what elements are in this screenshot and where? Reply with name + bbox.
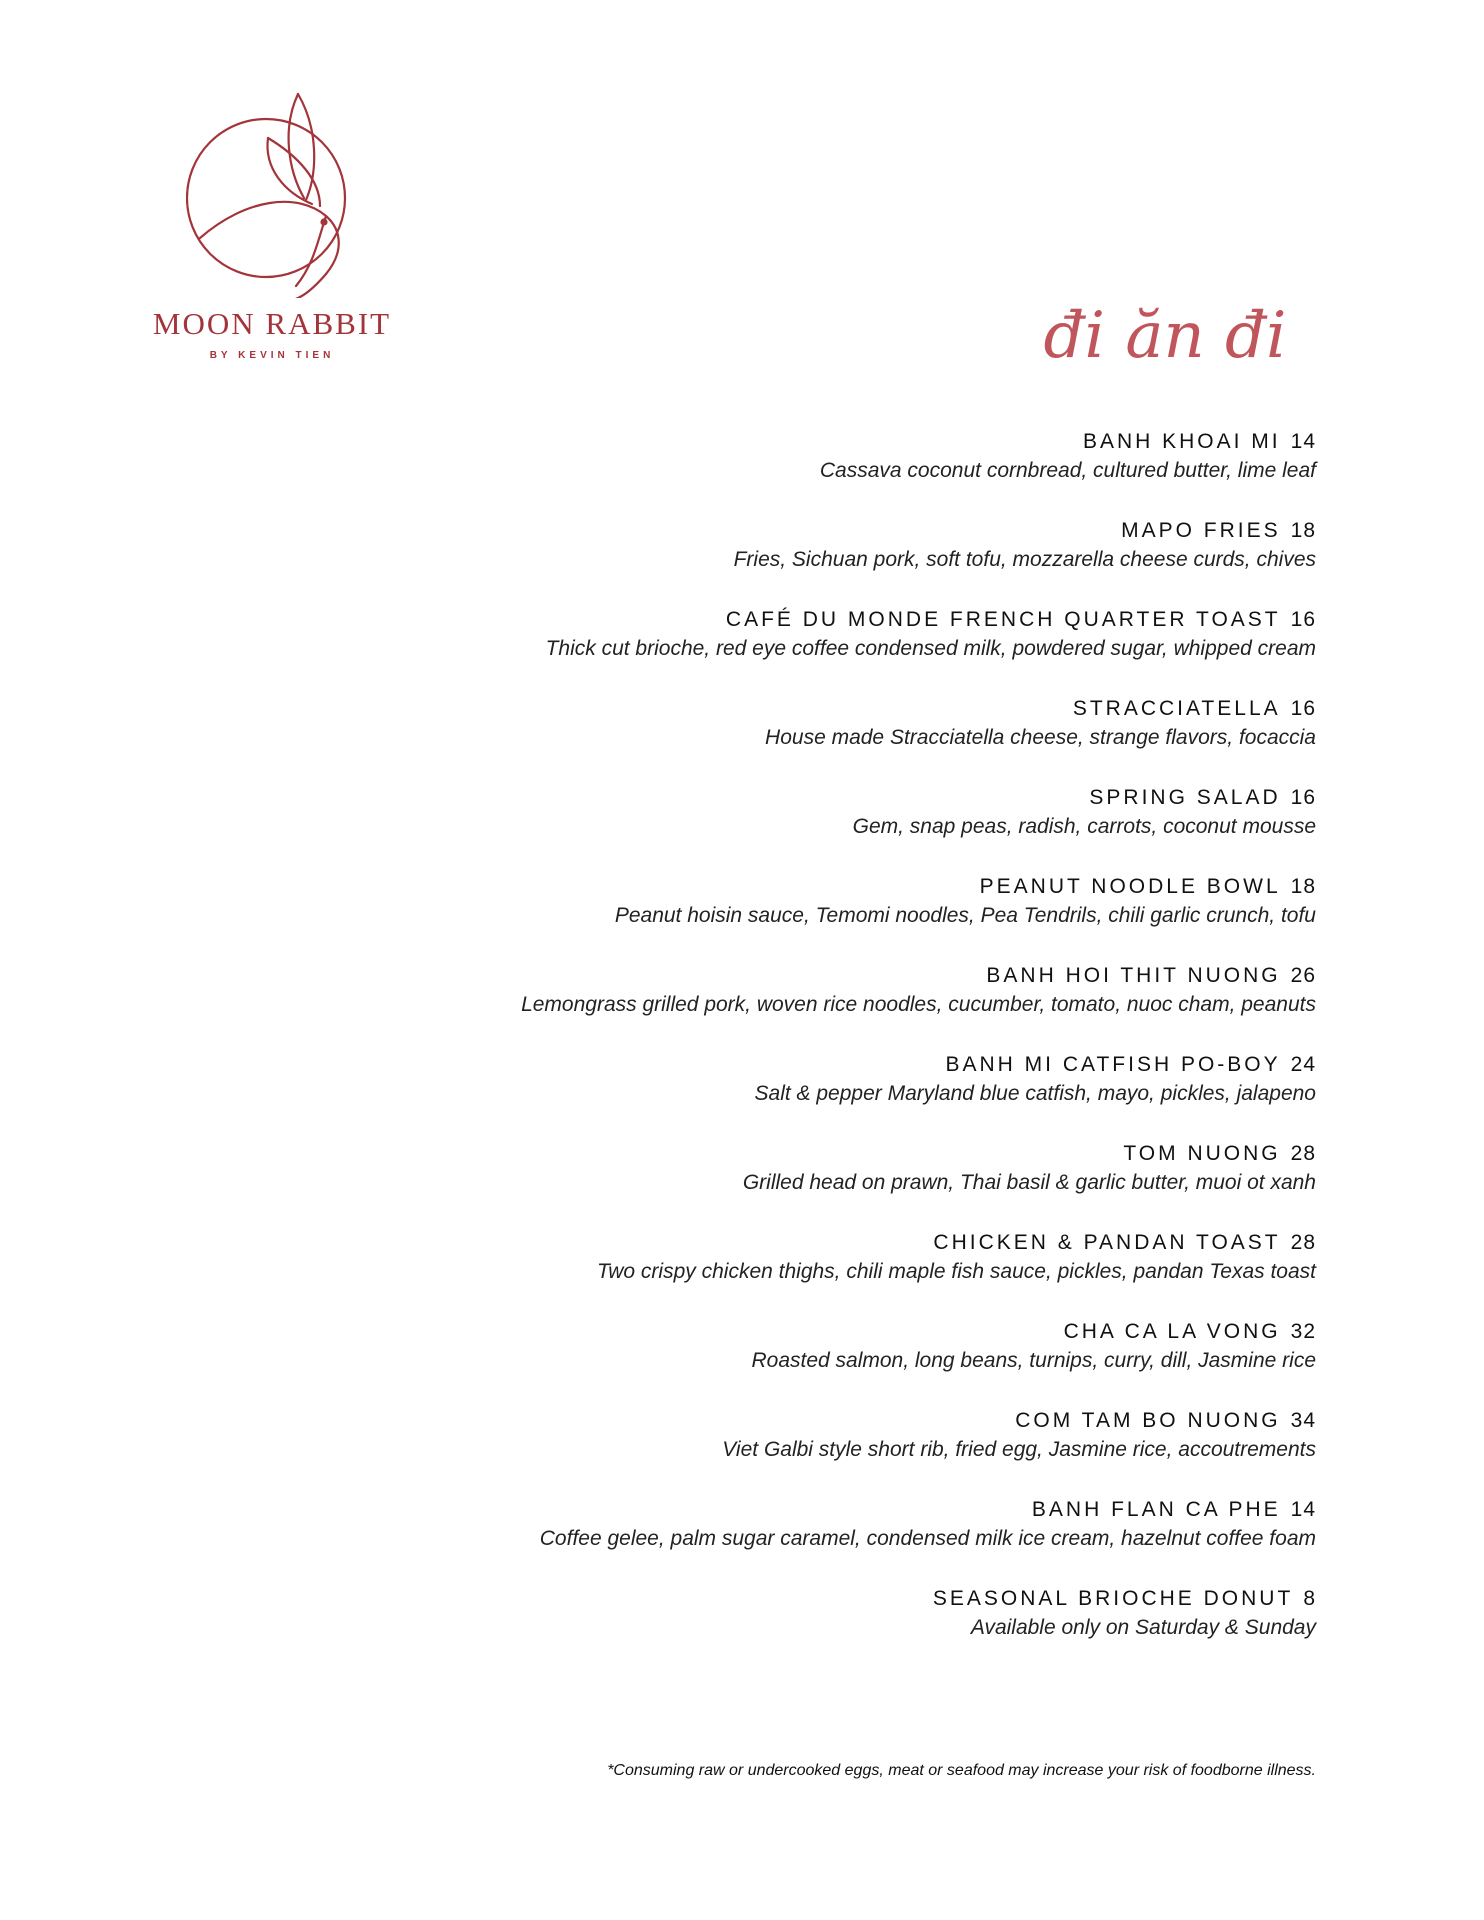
menu-item-price: 16 — [1290, 608, 1316, 631]
menu-item-description: Fries, Sichuan pork, soft tofu, mozzarella cheese curds, chives — [733, 548, 1316, 571]
menu-item-price: 14 — [1290, 1498, 1316, 1521]
menu-item-description: Thick cut brioche, red eye coffee condensed milk, powdered sugar, whipped cream — [545, 637, 1316, 660]
menu-item-description: Salt & pepper Maryland blue catfish, mayo, pickles, jalapeno — [754, 1082, 1316, 1105]
menu-item — [336, 962, 1316, 1051]
menu-item-description: Coffee gelee, palm sugar caramel, condensed milk ice cream, hazelnut coffee foam — [539, 1527, 1316, 1550]
brand-logo — [136, 88, 408, 368]
menu-item-name: BANH HOI THIT NUONG 26 — [986, 964, 1316, 987]
menu-list — [336, 428, 1316, 1674]
menu-item-name: PEANUT NOODLE BOWL 18 — [979, 875, 1316, 898]
menu-item-description: Cassava coconut cornbread, cultured butter, lime leaf — [819, 459, 1316, 482]
menu-item-price: 16 — [1290, 786, 1316, 809]
menu-item-name: SPRING SALAD 16 — [1089, 786, 1316, 809]
brand-subtitle: BY KEVIN TIEN — [209, 350, 335, 361]
menu-item-price: 18 — [1290, 875, 1316, 898]
menu-item-description: Roasted salmon, long beans, turnips, curry, dill, Jasmine rice — [751, 1349, 1316, 1372]
menu-item-price: 34 — [1290, 1409, 1316, 1432]
menu-item-description: Two crispy chicken thighs, chili maple fish sauce, pickles, pandan Texas toast — [596, 1260, 1316, 1283]
menu-item — [336, 1318, 1316, 1407]
rabbit-moon-logo-icon — [186, 88, 356, 298]
menu-item — [336, 784, 1316, 873]
foodborne-illness-disclaimer: *Consuming raw or undercooked eggs, meat or seafood may increase your risk of foodborne illness. — [607, 1762, 1316, 1779]
menu-item-name: CAFÉ DU MONDE FRENCH QUARTER TOAST 16 — [725, 608, 1316, 631]
menu-item-name: BANH FLAN CA PHE 14 — [1031, 1498, 1316, 1521]
menu-item — [336, 1229, 1316, 1318]
menu-item-name: COM TAM BO NUONG 34 — [1015, 1409, 1316, 1432]
menu-item-price: 26 — [1290, 964, 1316, 987]
menu-item-description: Available only on Saturday & Sunday — [970, 1616, 1316, 1639]
menu-item — [336, 428, 1316, 517]
menu-item-description: Viet Galbi style short rib, fried egg, Jasmine rice, accoutrements — [722, 1438, 1316, 1461]
menu-item-name: MAPO FRIES 18 — [1121, 519, 1316, 542]
menu-item-name: SEASONAL BRIOCHE DONUT 8 — [932, 1587, 1316, 1610]
menu-item — [336, 873, 1316, 962]
menu-item — [336, 606, 1316, 695]
menu-item-description: House made Stracciatella cheese, strange flavors, focaccia — [765, 726, 1316, 749]
menu-script-title: đi ăn đi — [1043, 299, 1287, 373]
menu-item-price: 8 — [1303, 1587, 1316, 1610]
menu-item — [336, 517, 1316, 606]
brand-name: MOON RABBIT — [152, 306, 392, 341]
menu-item — [336, 695, 1316, 784]
menu-item-price: 18 — [1290, 519, 1316, 542]
menu-item-price: 16 — [1290, 697, 1316, 720]
menu-item-name: CHA CA LA VONG 32 — [1063, 1320, 1316, 1343]
menu-item-description: Gem, snap peas, radish, carrots, coconut mousse — [852, 815, 1316, 838]
menu-item-price: 32 — [1290, 1320, 1316, 1343]
menu-item-price: 14 — [1290, 430, 1316, 453]
menu-item — [336, 1407, 1316, 1496]
menu-item-price: 28 — [1290, 1142, 1316, 1165]
menu-item-price: 24 — [1290, 1053, 1316, 1076]
menu-item-description: Lemongrass grilled pork, woven rice noodles, cucumber, tomato, nuoc cham, peanuts — [521, 993, 1316, 1016]
menu-item-name: CHICKEN & PANDAN TOAST 28 — [933, 1231, 1316, 1254]
menu-item — [336, 1051, 1316, 1140]
menu-item-description: Peanut hoisin sauce, Temomi noodles, Pea Tendrils, chili garlic crunch, tofu — [614, 904, 1316, 927]
menu-item — [336, 1496, 1316, 1585]
menu-item-price: 28 — [1290, 1231, 1316, 1254]
menu-item-name: BANH MI CATFISH PO-BOY 24 — [945, 1053, 1316, 1076]
menu-item-name: STRACCIATELLA 16 — [1072, 697, 1316, 720]
menu-item — [336, 1140, 1316, 1229]
menu-item-name: BANH KHOAI MI 14 — [1082, 430, 1316, 453]
menu-item-description: Grilled head on prawn, Thai basil & garlic butter, muoi ot xanh — [742, 1171, 1316, 1194]
menu-item — [336, 1585, 1316, 1674]
menu-item-name: TOM NUONG 28 — [1123, 1142, 1316, 1165]
